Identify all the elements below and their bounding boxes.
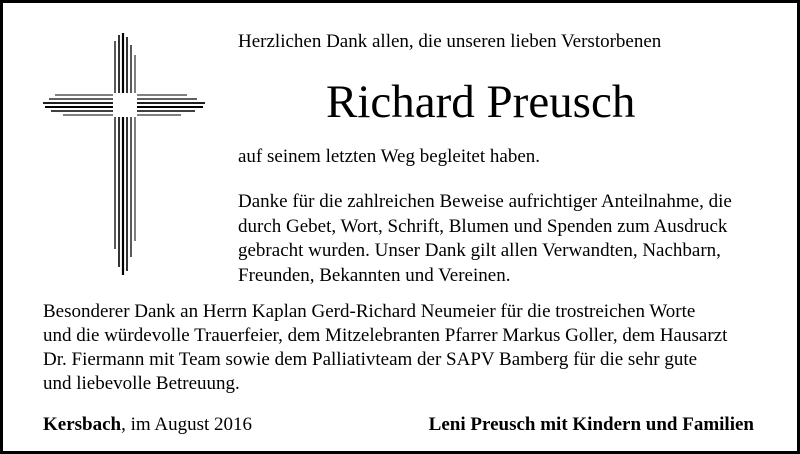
thanks-line: Danke für die zahlreichen Beweise aufrichtiger Anteilnahme, die	[238, 191, 732, 212]
cross-icon	[41, 31, 205, 275]
thanks-line: Freunden, Bekannten und Vereinen.	[238, 264, 511, 286]
thanks-paragraph	[238, 190, 732, 288]
thanks-line: durch Gebet, Wort, Schrift, Blumen und Spenden zum Ausdruck	[238, 215, 728, 237]
date: , im August 2016	[121, 414, 253, 435]
special-thanks-line: und die würdevolle Trauerfeier, dem Mitzelebranten Pfarrer Markus Goller, dem Hausarzt	[43, 325, 728, 346]
place-date	[43, 414, 252, 436]
accompanied-text: auf seinem letzten Weg begleitet haben.	[238, 146, 540, 167]
special-thanks-line: Besonderer Dank an Herrn Kaplan Gerd-Richard Neumeier für die trostreichen Worte	[43, 301, 696, 322]
intro-text: Herzlichen Dank allen, die unseren lieben Verstorbenen	[238, 31, 662, 52]
special-thanks-paragraph	[43, 300, 727, 396]
thanks-line: gebracht wurden. Unser Dank gilt allen Verwandten, Nachbarn,	[238, 240, 721, 261]
deceased-name: Richard Preusch	[326, 76, 636, 128]
special-thanks-line: Dr. Fiermann mit Team sowie dem Palliativteam der SAPV Bamberg für die sehr gute	[43, 349, 698, 370]
signature: Leni Preusch mit Kindern und Familien	[428, 414, 754, 435]
special-thanks-line: und liebevolle Betreuung.	[43, 373, 240, 394]
place: Kersbach	[43, 414, 122, 435]
